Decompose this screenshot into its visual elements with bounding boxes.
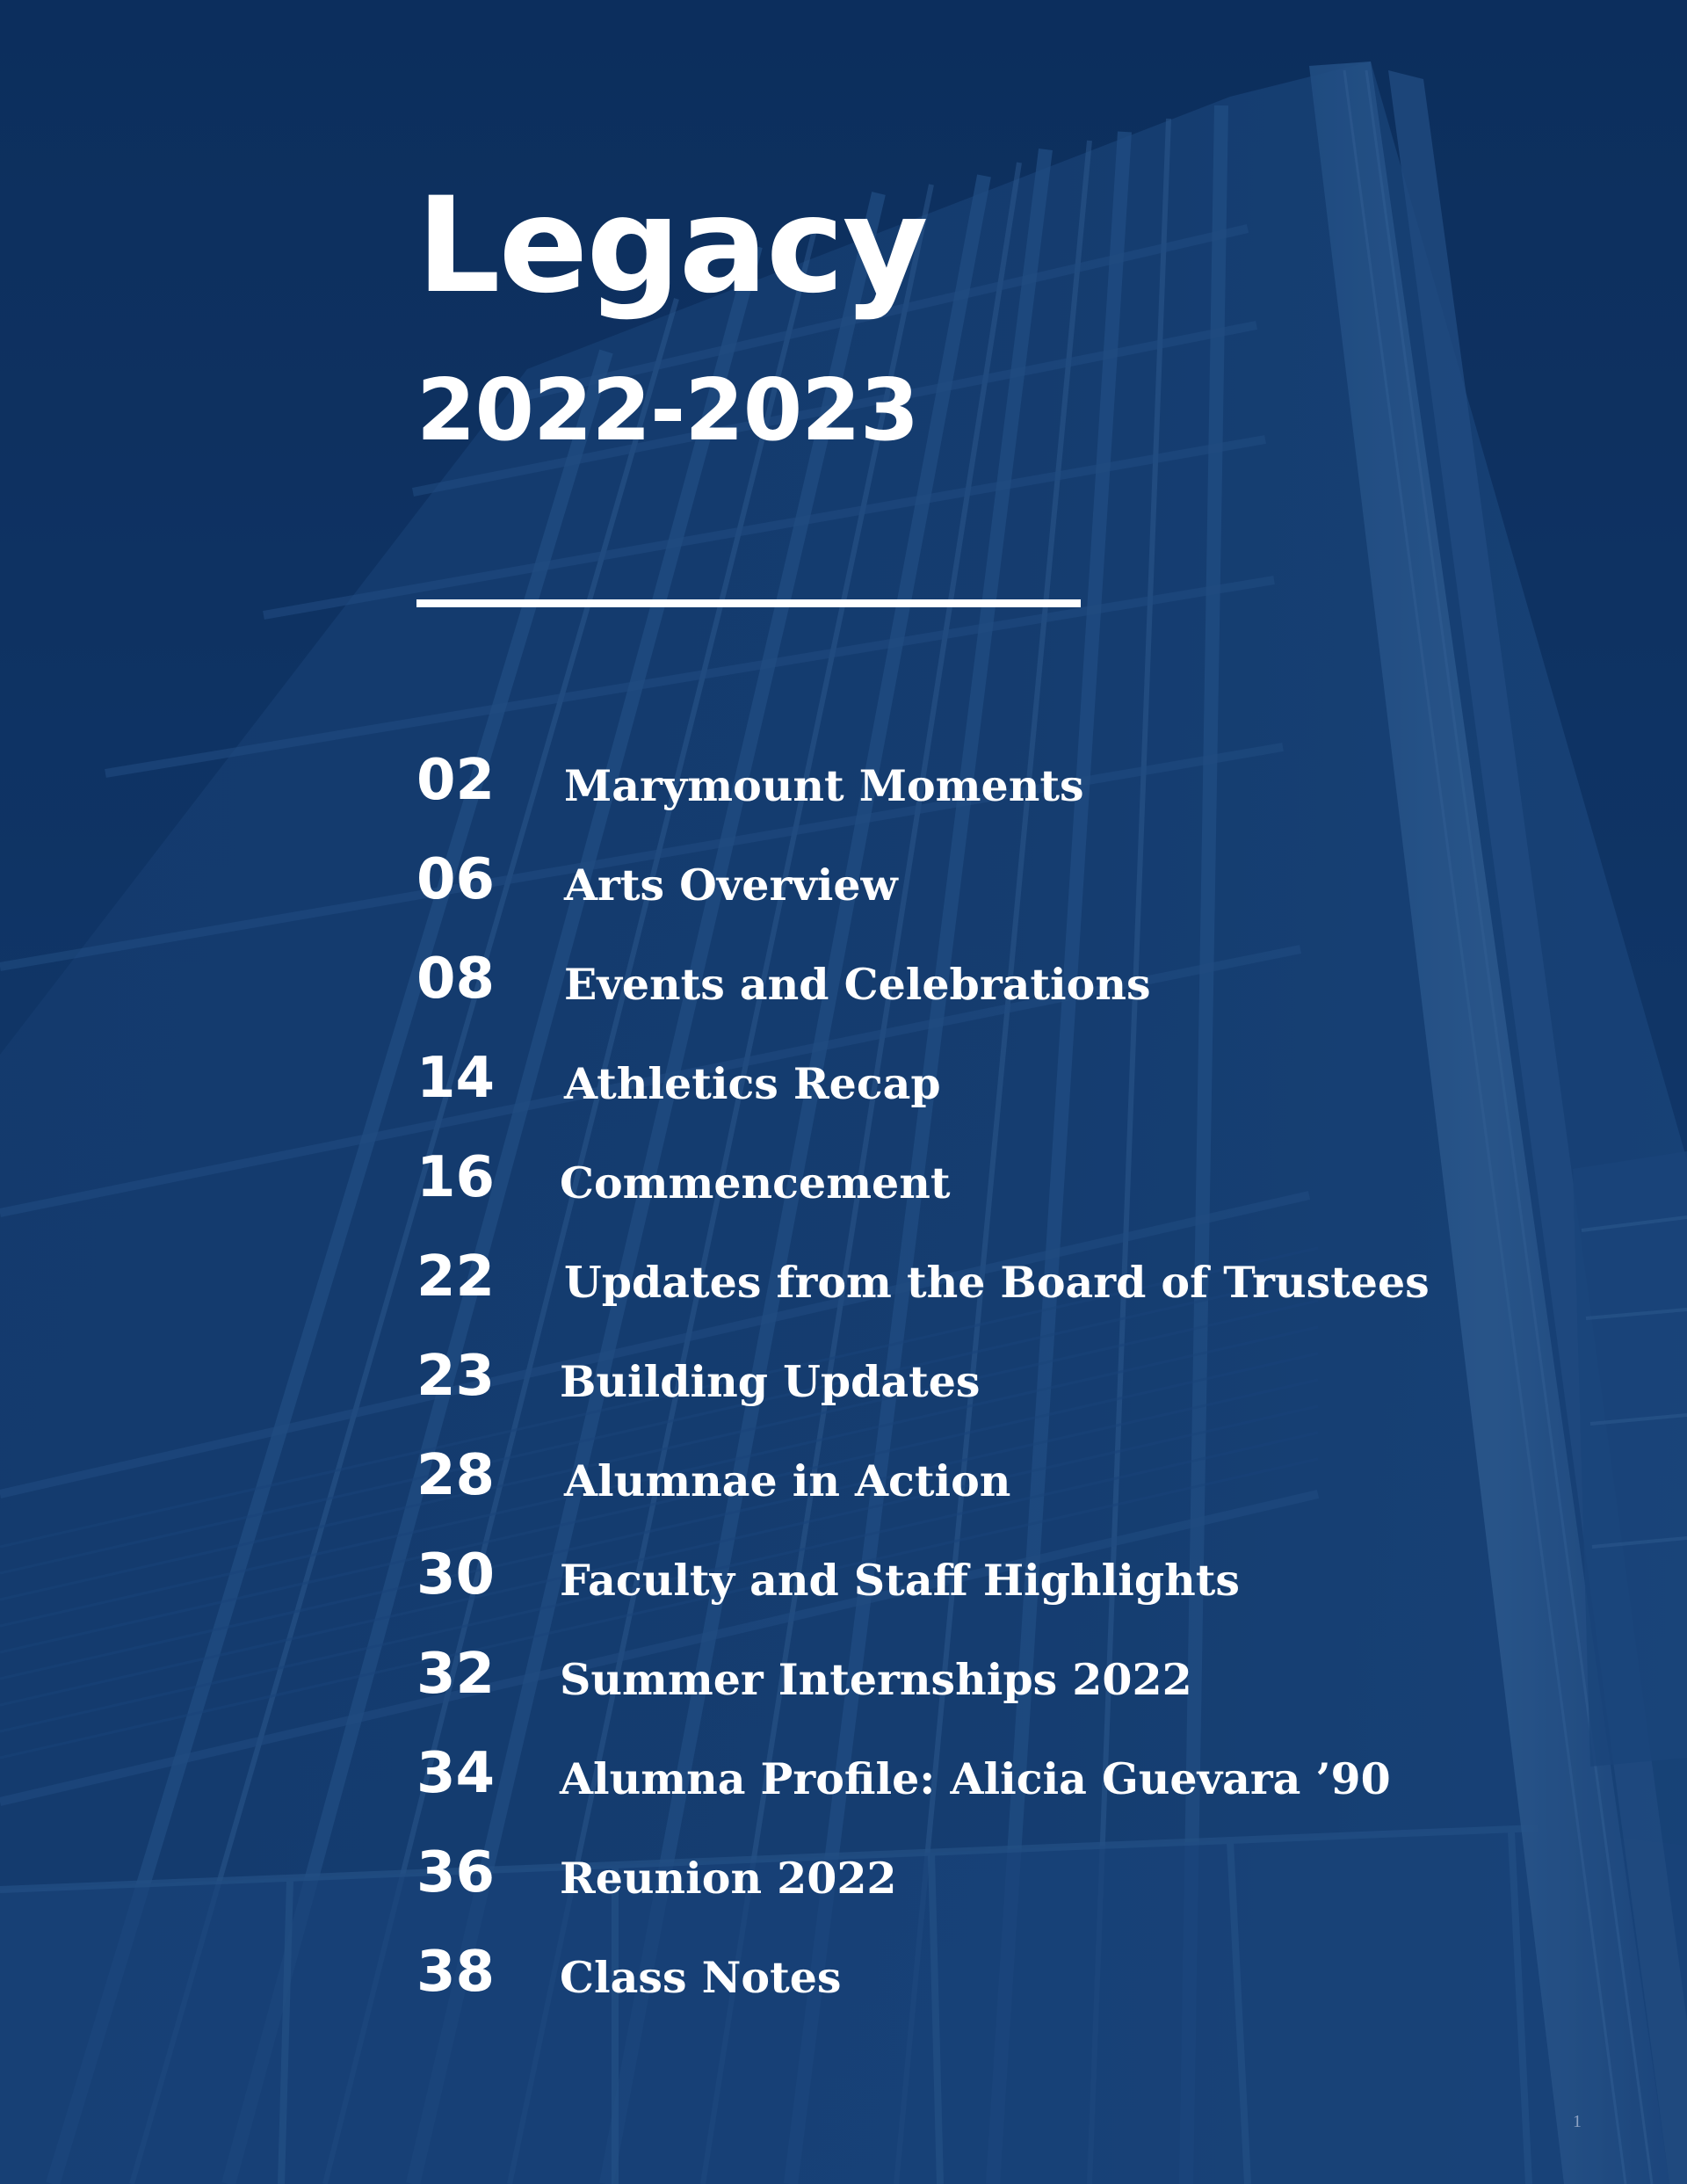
toc-page-number: 32 xyxy=(416,1642,496,1707)
toc-entry[interactable] xyxy=(0,1237,1494,1317)
toc-entry[interactable] xyxy=(0,1039,1494,1118)
toc-page-number: 02 xyxy=(416,748,496,813)
toc-section-title: Commencement xyxy=(560,1157,951,1208)
toc-page-number: 16 xyxy=(416,1145,496,1210)
toc-entry[interactable] xyxy=(0,840,1494,919)
toc-entry[interactable] xyxy=(0,1535,1494,1614)
magazine-title: Legacy xyxy=(416,170,927,323)
toc-section-title: Reunion 2022 xyxy=(560,1853,897,1904)
toc-entry[interactable] xyxy=(0,1734,1494,1813)
toc-section-title: Class Notes xyxy=(560,1952,842,2003)
toc-entry[interactable] xyxy=(0,1933,1494,2012)
toc-section-title: Athletics Recap xyxy=(564,1058,941,1109)
toc-entry[interactable] xyxy=(0,1436,1494,1515)
toc-section-title: Building Updates xyxy=(560,1356,981,1407)
title-divider xyxy=(416,599,1081,607)
page-number: 1 xyxy=(1573,2112,1582,2131)
toc-section-title: Updates from the Board of Trustees xyxy=(564,1257,1430,1308)
toc-section-title: Summer Internships 2022 xyxy=(560,1654,1192,1705)
toc-page-number: 30 xyxy=(416,1542,496,1607)
toc-page-number: 28 xyxy=(416,1443,496,1508)
toc-section-title: Alumnae in Action xyxy=(564,1455,1011,1506)
toc-section-title: Marymount Moments xyxy=(564,760,1084,811)
toc-page-number: 08 xyxy=(416,947,496,1012)
toc-entry[interactable] xyxy=(0,741,1494,820)
toc-page-number: 36 xyxy=(416,1840,496,1905)
toc-entry[interactable] xyxy=(0,1635,1494,1714)
edition-years: 2022-2023 xyxy=(416,360,919,460)
toc-page-number: 34 xyxy=(416,1741,496,1806)
toc-section-title: Faculty and Staff Highlights xyxy=(560,1555,1240,1606)
toc-page-number: 38 xyxy=(416,1940,496,2005)
toc-entry[interactable] xyxy=(0,1337,1494,1416)
toc-entry[interactable] xyxy=(0,1833,1494,1912)
toc-section-title: Alumna Profile: Alicia Guevara ’90 xyxy=(560,1753,1391,1804)
toc-entry[interactable] xyxy=(0,940,1494,1019)
toc-page-number: 22 xyxy=(416,1244,496,1310)
toc-page-number: 06 xyxy=(416,847,496,912)
toc-section-title: Events and Celebrations xyxy=(564,959,1151,1010)
toc-page-number: 23 xyxy=(416,1344,496,1409)
toc-page-number: 14 xyxy=(416,1046,496,1111)
toc-entry[interactable] xyxy=(0,1138,1494,1217)
toc-section-title: Arts Overview xyxy=(564,860,898,911)
